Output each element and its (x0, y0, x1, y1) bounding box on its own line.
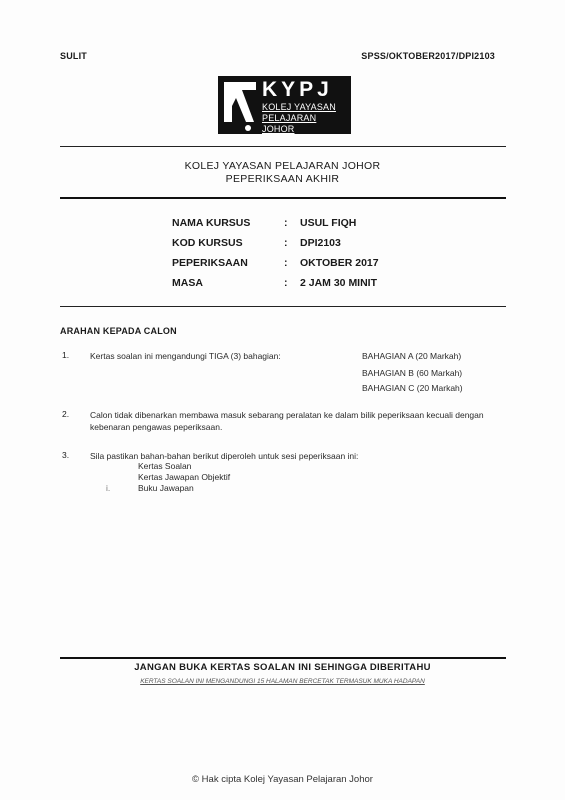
section-line: BAHAGIAN B (60 Markah) (362, 368, 463, 378)
do-not-open-warning: JANGAN BUKA KERTAS SOALAN INI SEHINGGA DIBERITAHU (134, 662, 431, 673)
divider (60, 657, 506, 659)
logo-line-1: KOLEJ YAYASAN (262, 102, 336, 112)
divider (60, 197, 506, 199)
info-row (172, 213, 420, 233)
divider (60, 306, 506, 307)
item-text: Kertas soalan ini mengandungi TIGA (3) bahagian: (90, 351, 281, 361)
course-info (172, 213, 420, 293)
classification-label: SULIT (60, 51, 87, 61)
exam-title: PEPERIKSAAN AKHIR (225, 173, 340, 185)
info-label: PEPERIKSAAN (172, 257, 248, 269)
institution-name: KOLEJ YAYASAN PELAJARAN JOHOR (184, 160, 381, 172)
logo-brand: KYPJ (262, 78, 333, 101)
info-value: OKTOBER 2017 (300, 257, 379, 269)
instructions-title: ARAHAN KEPADA CALON (60, 326, 177, 336)
material-item: Buku Jawapan (138, 483, 194, 493)
page-count-note: KERTAS SOALAN INI MENGANDUNGI 15 HALAMAN BERCETAK TERMASUK MUKA HADAPAN (140, 678, 425, 685)
logo-line-2: PELAJARAN JOHOR (262, 113, 317, 134)
section-line: BAHAGIAN C (20 Markah) (362, 383, 463, 393)
kypj-logo (218, 76, 351, 134)
material-item: Kertas Jawapan Objektif (138, 472, 231, 482)
info-value: 2 JAM 30 MINIT (300, 277, 378, 289)
info-colon: : (284, 237, 288, 249)
item-text-continued: kebenaran pengawas peperiksaan. (90, 422, 223, 432)
info-label: NAMA KURSUS (172, 217, 251, 229)
material-marker: i. (106, 483, 111, 493)
item-text: Calon tidak dibenarkan membawa masuk sebarang peralatan ke dalam bilik peperiksaan kecuali dengan (90, 410, 484, 420)
divider (60, 146, 506, 147)
item-number: 2. (62, 409, 70, 419)
copyright-notice: © Hak cipta Kolej Yayasan Pelajaran Johor (192, 774, 373, 785)
item-number: 3. (62, 450, 70, 460)
info-value: DPI2103 (300, 237, 341, 249)
info-label: KOD KURSUS (172, 237, 243, 249)
info-row (172, 233, 420, 253)
section-line: BAHAGIAN A (20 Markah) (362, 351, 462, 361)
material-item: Kertas Soalan (138, 461, 192, 471)
info-colon: : (284, 277, 288, 289)
info-row (172, 253, 420, 273)
info-label: MASA (172, 277, 203, 289)
info-value: USUL FIQH (300, 217, 357, 229)
item-number: 1. (62, 350, 70, 360)
info-colon: : (284, 217, 288, 229)
info-colon: : (284, 257, 288, 269)
item-text: Sila pastikan bahan-bahan berikut diperoleh untuk sesi peperiksaan ini: (90, 451, 359, 461)
paper-code: SPSS/OKTOBER2017/DPI2103 (361, 51, 495, 61)
info-row (172, 273, 420, 293)
